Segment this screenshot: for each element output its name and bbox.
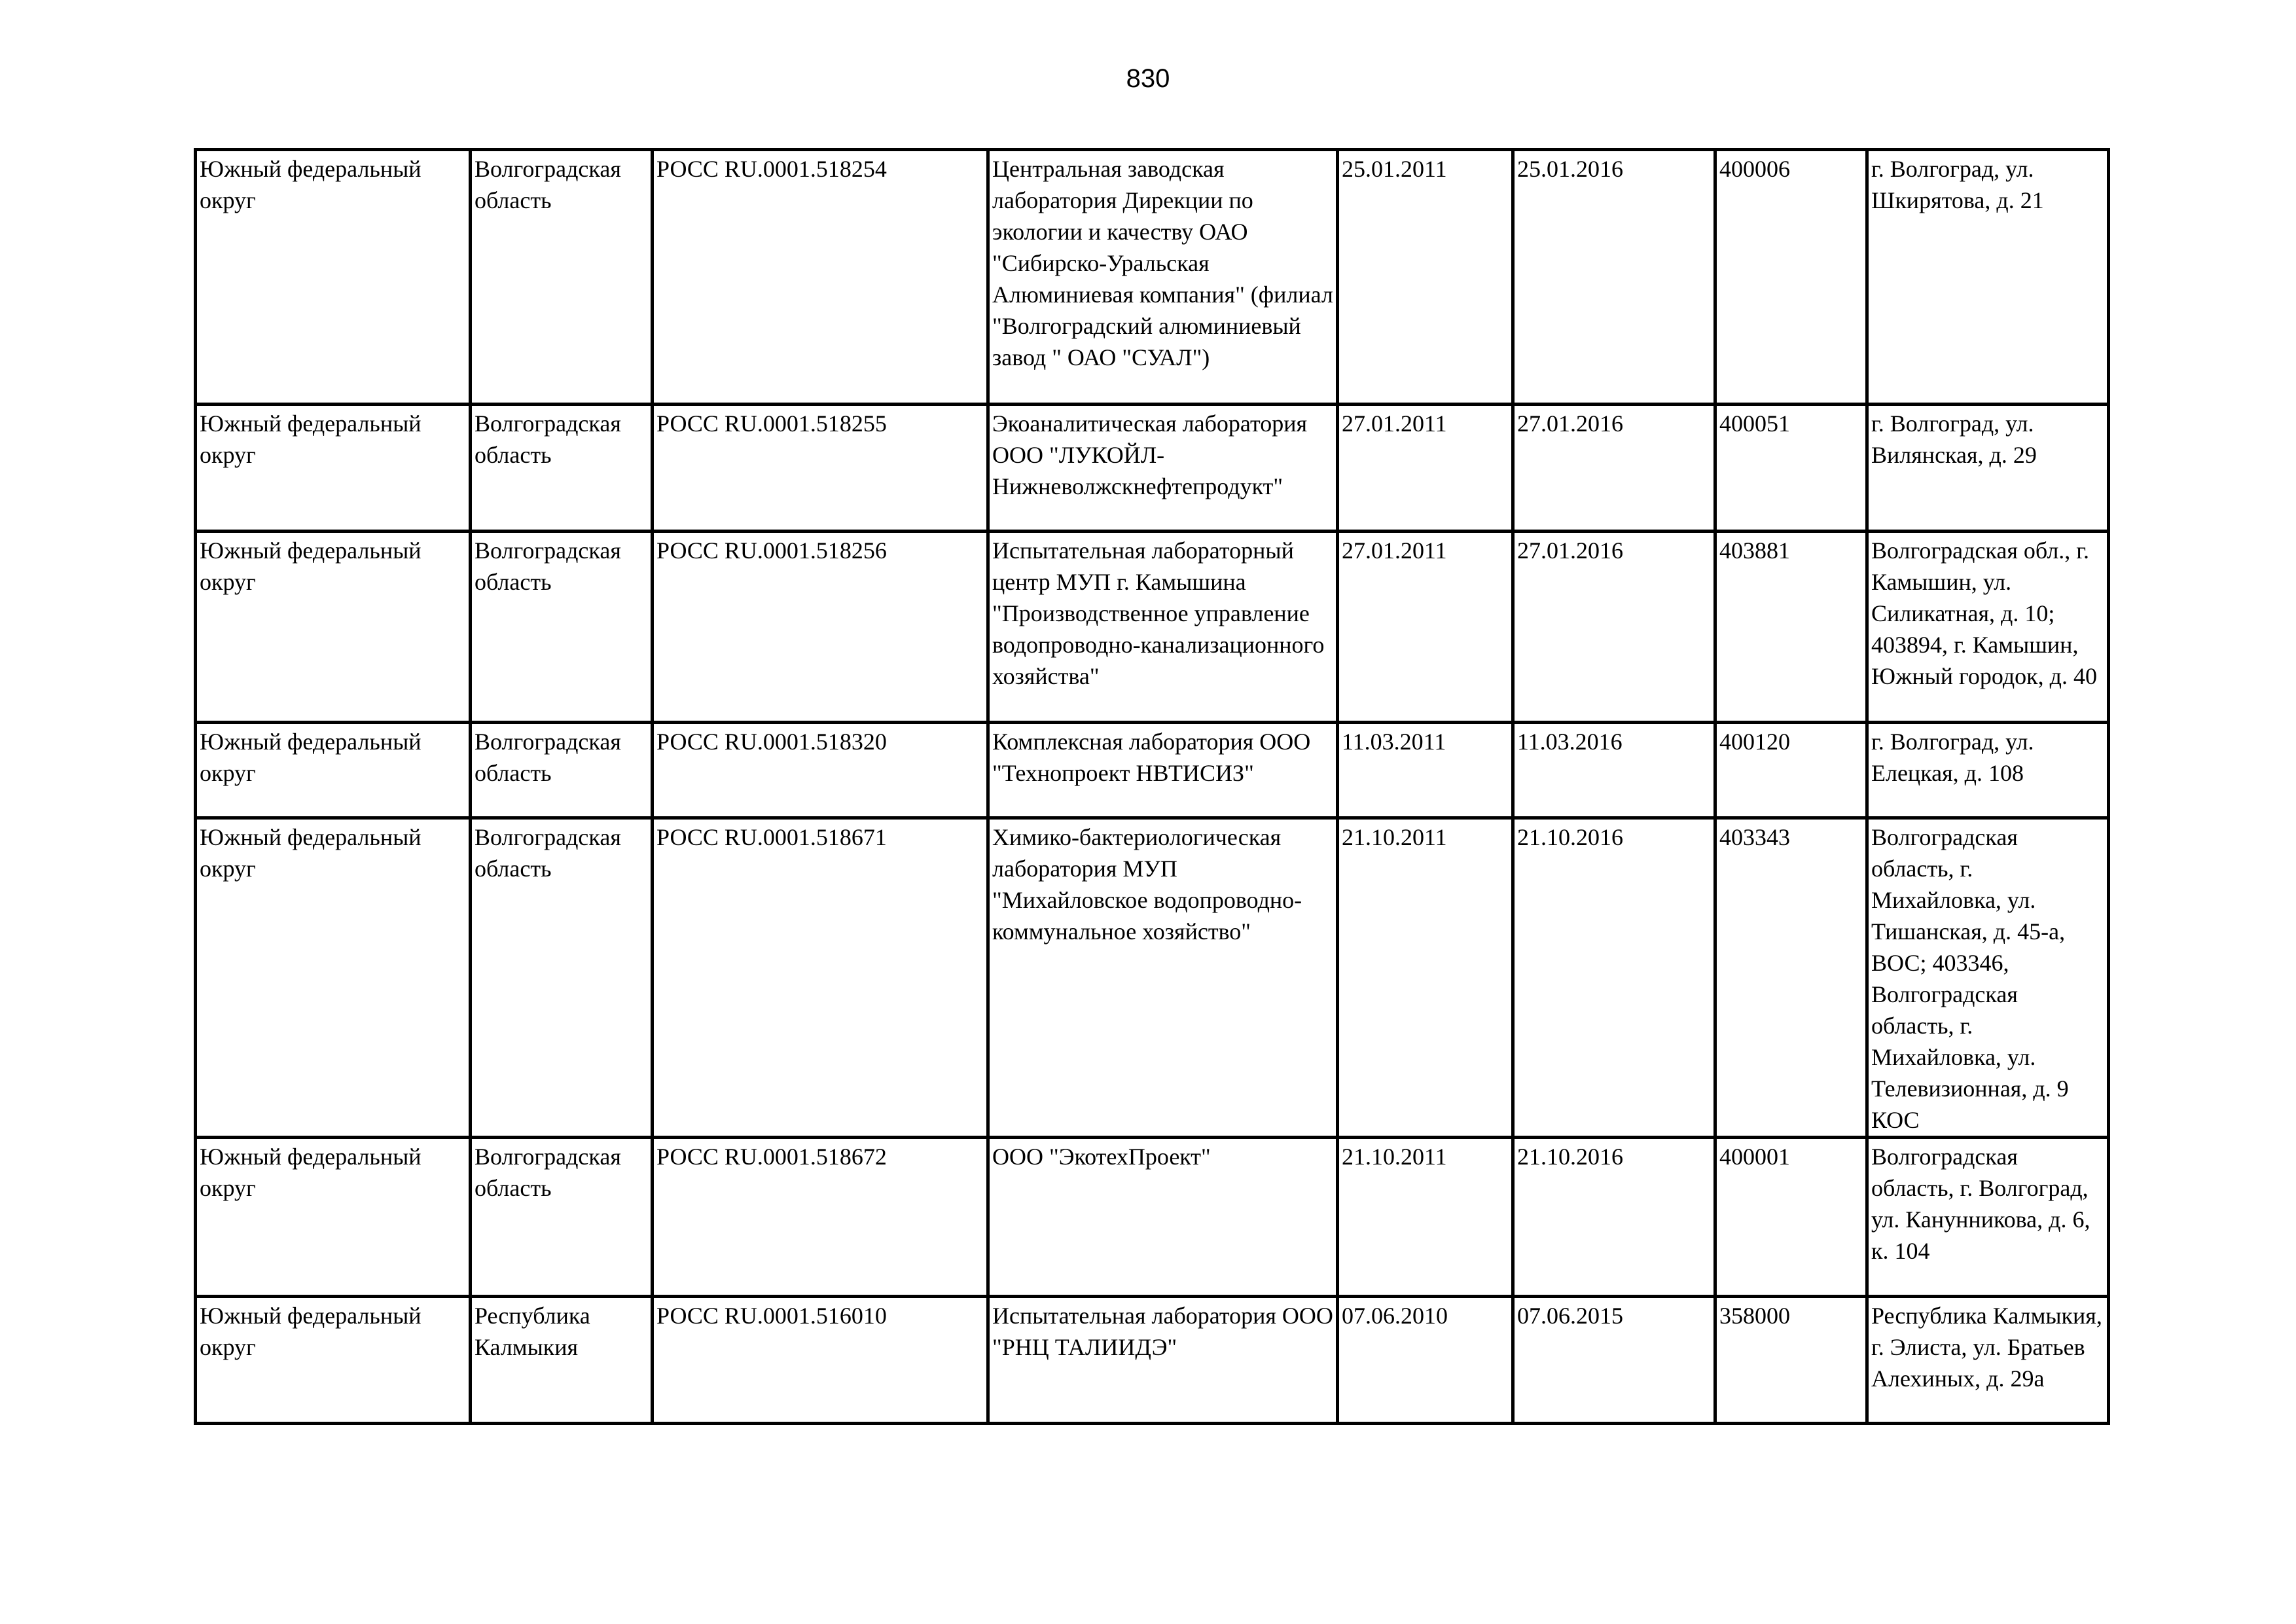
cell-region: Волгоградская область: [471, 723, 653, 818]
cell-organization: Химико-бактериологическая лаборатория МУП "Михайловское водопроводно-коммунальное хозяйство": [988, 818, 1338, 1138]
cell-certificate-number: РОСС RU.0001.518320: [653, 723, 988, 818]
cell-date-issued: 25.01.2011: [1338, 150, 1513, 405]
cell-organization: ООО "ЭкотехПроект": [988, 1138, 1338, 1297]
laboratory-registry-table: [194, 148, 2110, 1425]
table-row: [196, 818, 2109, 1138]
table-row: [196, 150, 2109, 405]
cell-date-issued: 11.03.2011: [1338, 723, 1513, 818]
cell-organization: Центральная заводская лаборатория Дирекции по экологии и качеству ОАО "Сибирско-Уральская Алюминиевая компания" (филиал "Волгоградский алюминиевый завод " ОАО "СУАЛ"): [988, 150, 1338, 405]
cell-region: Волгоградская область: [471, 405, 653, 532]
cell-date-issued: 21.10.2011: [1338, 1138, 1513, 1297]
cell-federal-district: Южный федеральный округ: [196, 818, 471, 1138]
cell-date-issued: 21.10.2011: [1338, 818, 1513, 1138]
cell-region: Волгоградская область: [471, 818, 653, 1138]
cell-address: г. Волгоград, ул. Елецкая, д. 108: [1867, 723, 2109, 818]
table-row: [196, 405, 2109, 532]
page-number: 830: [1126, 64, 1170, 93]
cell-date-issued: 27.01.2011: [1338, 532, 1513, 723]
cell-certificate-number: РОСС RU.0001.518255: [653, 405, 988, 532]
cell-date-valid-until: 07.06.2015: [1513, 1297, 1715, 1424]
cell-organization: Испытательная лабораторный центр МУП г. Камышина "Производственное управление водопроводно-канализационного хозяйства": [988, 532, 1338, 723]
cell-federal-district: Южный федеральный округ: [196, 150, 471, 405]
cell-address: Волгоградская область, г. Михайловка, ул. Тишанская, д. 45-а, ВОС; 403346, Волгоградская область, г. Михайловка, ул. Телевизионная, д. 9 КОС: [1867, 818, 2109, 1138]
cell-federal-district: Южный федеральный округ: [196, 1138, 471, 1297]
cell-date-issued: 07.06.2010: [1338, 1297, 1513, 1424]
cell-organization: Испытательная лаборатория ООО "РНЦ ТАЛИИДЭ": [988, 1297, 1338, 1424]
table-row: [196, 723, 2109, 818]
cell-certificate-number: РОСС RU.0001.518672: [653, 1138, 988, 1297]
cell-certificate-number: РОСС RU.0001.518254: [653, 150, 988, 405]
cell-postcode: 358000: [1715, 1297, 1867, 1424]
cell-postcode: 400001: [1715, 1138, 1867, 1297]
table-row: [196, 532, 2109, 723]
cell-date-valid-until: 27.01.2016: [1513, 405, 1715, 532]
cell-organization: Экоаналитическая лаборатория ООО "ЛУКОЙЛ-Нижневолжскнефтепродукт": [988, 405, 1338, 532]
cell-address: г. Волгоград, ул. Шкирятова, д. 21: [1867, 150, 2109, 405]
cell-date-valid-until: 25.01.2016: [1513, 150, 1715, 405]
cell-date-valid-until: 27.01.2016: [1513, 532, 1715, 723]
cell-certificate-number: РОСС RU.0001.516010: [653, 1297, 988, 1424]
cell-certificate-number: РОСС RU.0001.518671: [653, 818, 988, 1138]
cell-date-valid-until: 21.10.2016: [1513, 1138, 1715, 1297]
cell-organization: Комплексная лаборатория ООО "Технопроект НВТИСИЗ": [988, 723, 1338, 818]
table-row: [196, 1297, 2109, 1424]
table-row: [196, 1138, 2109, 1297]
cell-federal-district: Южный федеральный округ: [196, 723, 471, 818]
cell-federal-district: Южный федеральный округ: [196, 405, 471, 532]
cell-region: Волгоградская область: [471, 150, 653, 405]
cell-postcode: 403881: [1715, 532, 1867, 723]
cell-region: Республика Калмыкия: [471, 1297, 653, 1424]
cell-address: Республика Калмыкия, г. Элиста, ул. Братьев Алехиных, д. 29а: [1867, 1297, 2109, 1424]
cell-federal-district: Южный федеральный округ: [196, 532, 471, 723]
cell-postcode: 400120: [1715, 723, 1867, 818]
cell-date-valid-until: 11.03.2016: [1513, 723, 1715, 818]
cell-address: Волгоградская обл., г. Камышин, ул. Силикатная, д. 10; 403894, г. Камышин, Южный городок, д. 40: [1867, 532, 2109, 723]
cell-date-valid-until: 21.10.2016: [1513, 818, 1715, 1138]
cell-postcode: 403343: [1715, 818, 1867, 1138]
cell-date-issued: 27.01.2011: [1338, 405, 1513, 532]
cell-region: Волгоградская область: [471, 1138, 653, 1297]
cell-postcode: 400006: [1715, 150, 1867, 405]
cell-postcode: 400051: [1715, 405, 1867, 532]
cell-address: Волгоградская область, г. Волгоград, ул. Канунникова, д. 6, к. 104: [1867, 1138, 2109, 1297]
cell-address: г. Волгоград, ул. Вилянская, д. 29: [1867, 405, 2109, 532]
cell-federal-district: Южный федеральный округ: [196, 1297, 471, 1424]
cell-region: Волгоградская область: [471, 532, 653, 723]
cell-certificate-number: РОСС RU.0001.518256: [653, 532, 988, 723]
